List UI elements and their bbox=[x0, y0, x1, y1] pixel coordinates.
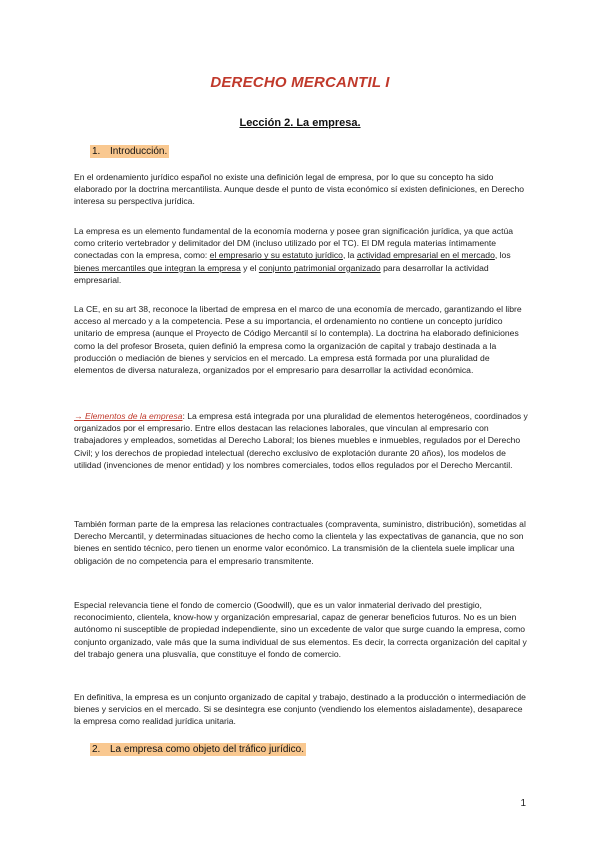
lesson-title: Lección 2. La empresa. bbox=[239, 117, 361, 129]
section-number: 1. bbox=[92, 146, 101, 157]
section-number: 2. bbox=[92, 744, 101, 755]
section-label: La empresa como objeto del tráfico jurídico. bbox=[110, 744, 304, 755]
page-number: 1 bbox=[520, 798, 526, 809]
paragraph-5: También forman parte de la empresa las relaciones contractuales (compraventa, suministro, distribución), sometidas al Derecho Mercantil, y determinadas situaciones de hecho como la clientela y las expectativas de ganancia, que no son bienes en sentido técnico, pero tienen un enorme valor económico. La transmisión de la clientela suele implicar una obligación de no competencia para el empresario transmitente. bbox=[74, 519, 526, 566]
underlined-term: el empresario y su estatuto jurídico bbox=[209, 250, 343, 261]
section-label: Introducción. bbox=[110, 146, 168, 157]
paragraph-2: La empresa es un elemento fundamental de la economía moderna y posee gran significación jurídica, ya que actúa como criterio vertebrador y delimitador del DM (incluso utilizado por el TC). El DM regula materias íntimamente conectadas con la empresa, como: el empresario y su estatuto jurídico, la actividad empresarial en el mercado, los bienes mercantiles que integran la empresa y el conjunto patrimonial organizado para desarrollar la actividad empresarial. bbox=[74, 226, 514, 285]
section-heading-trafico bbox=[90, 744, 306, 755]
paragraph-3: La CE, en su art 38, reconoce la libertad de empresa en el marco de una economía de mercado, garantizando el libre acceso al mercado y a la competencia. Pese a su importancia, el ordenamiento no contiene un concepto jurídico unitario de empresa (aunque el Proyecto de Código Mercantil sí lo contempla). La doctrina ha elaborado definiciones como la del profesor Broseta, quien definió la empresa como la organización de capital y trabajo destinada a la producción o mediación de bienes y servicios en el mercado. La empresa está formada por una pluralidad de elementos de diversa naturaleza, organizados por el empresario para desarrollar la actividad económica. bbox=[74, 304, 522, 376]
paragraph-6: Especial relevancia tiene el fondo de comercio (Goodwill), que es un valor inmaterial derivado del prestigio, reconocimiento, clientela, know-how y organización empresarial, capaz de generar beneficios futuros. No es un bien autónomo ni susceptible de propiedad independiente, sino un excedente de valor que surge cuando la empresa, como conjunto organizado, vale más que la suma individual de sus elementos. Es decir, la correcta organización del capital y del trabajo genera una plusvalía, que constituye el fondo de comercio. bbox=[74, 600, 527, 659]
document-title: DERECHO MERCANTIL I bbox=[210, 74, 390, 91]
underlined-term: actividad empresarial en el mercado bbox=[356, 250, 495, 261]
underlined-term: bienes mercantiles que integran la empresa bbox=[74, 262, 241, 273]
paragraph-4: → Elementos de la empresa: La empresa está integrada por una pluralidad de elementos heterogéneos, coordinados y organizados por el empresario. Entre ellos destacan las relaciones laborales, que vinculan al empresario con trabajadores y empleados, sometidas al Derecho Laboral; los bienes muebles e inmuebles, regulados por el Derecho Civil; y los derechos de propiedad intelectual (derecho exclusivo de explotación durante 20 años), los modelos de utilidad (invenciones de menor entidad) y los nombres comerciales, todos ellos regulados por el Derecho Mercantil. bbox=[74, 411, 528, 470]
elementos-link: → Elementos de la empresa bbox=[74, 411, 183, 421]
paragraph-1: En el ordenamiento jurídico español no existe una definición legal de empresa, por lo que su concepto ha sido elaborado por la doctrina mercantilista. Aunque desde el punto de vista económico sí existen definiciones, en Derecho interesa su perspectiva jurídica. bbox=[74, 172, 525, 207]
section-heading-introduccion bbox=[90, 146, 169, 157]
underlined-term: conjunto patrimonial organizado bbox=[258, 262, 381, 273]
paragraph-7: En definitiva, la empresa es un conjunto organizado de capital y trabajo, destinado a la producción o intermediación de bienes y servicios en el mercado. Si se desintegra ese conjunto (vendiendo los elementos aisladamente), desaparece la empresa como realidad jurídica unitaria. bbox=[74, 692, 526, 727]
